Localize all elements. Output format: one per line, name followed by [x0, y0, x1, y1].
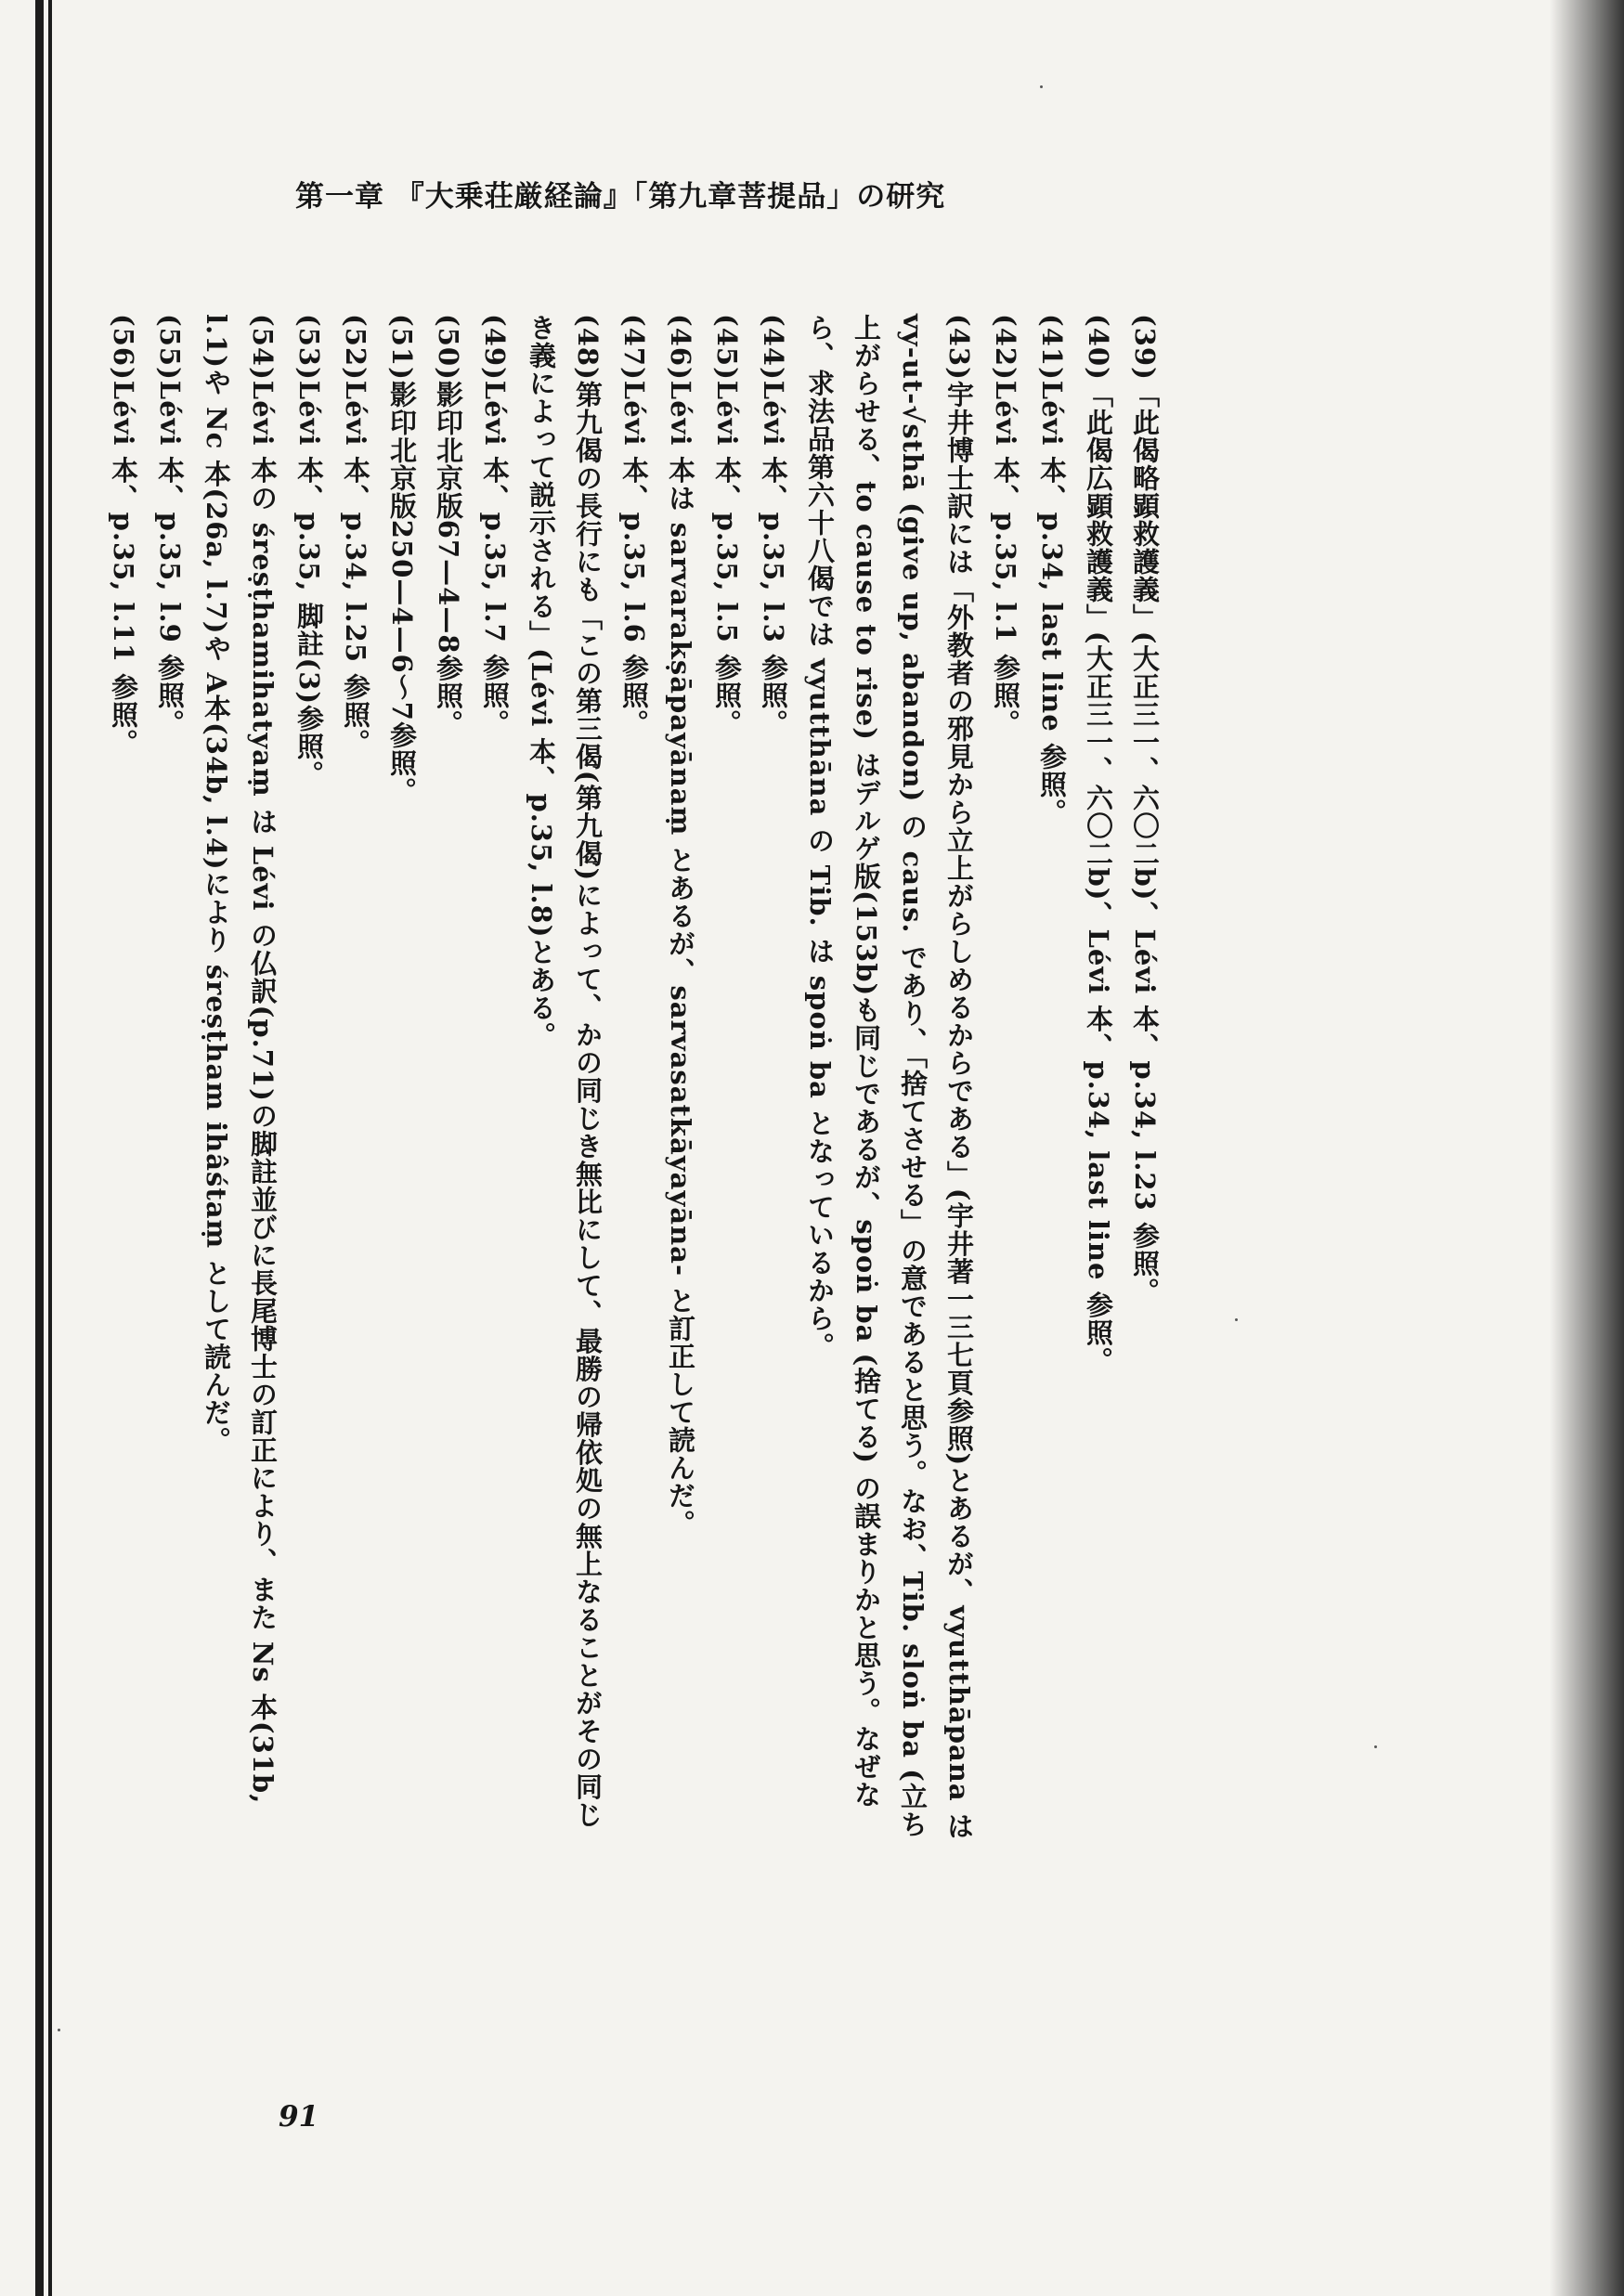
- running-header: 第一章 『大乗荘厳経論』「第九章菩提品」の研究: [295, 180, 946, 214]
- note-40: (40)「此偈広顕救護義」(大正三一、六〇二b)、Lévi 本、p.34, last line 参照。: [1083, 314, 1114, 1375]
- note-41: (41)Lévi 本、p.34, last line 参照。: [1036, 314, 1068, 826]
- note-51: (51)影印北京版250—4—6〜7参照。: [386, 314, 418, 805]
- scan-speck: [58, 2029, 60, 2031]
- page-number: 91: [279, 2100, 319, 2134]
- endnotes: [108, 314, 1168, 1841]
- note-52: (52)Lévi 本、p.34, l.25 参照。: [340, 314, 371, 758]
- scan-speck: [1235, 1318, 1238, 1321]
- note-45: (45)Lévi 本、p.35, l.5 参照。: [711, 314, 743, 737]
- note-54: (54)Lévi 本の śreṣṭhamihatyaṃ は Lévi の仏訳(p.71)の脚註並びに長尾博士の訂正により、また Ns 本(31b, l.1)や Nc 本(26a, l.7)や A本(34b, l.4)により śreṣṭham ihâśtaṃ として読んだ。: [201, 314, 279, 1805]
- note-50: (50)影印北京版67—4—8参照。: [433, 314, 464, 738]
- note-46: (46)Lévi 本は sarvarakṣāpayānaṃ とあるが、sarvasatkāyayāna- と訂正して読んだ。: [665, 314, 696, 1538]
- scan-speck: [1040, 85, 1043, 88]
- note-48: (48)第九偈の長行にも「この第三偈(第九偈)によって、かの同じき無比にして、最勝の帰依処の無上なることがその同じき義によって説示される」(Lévi 本、p.35, l.8)とある。: [526, 314, 604, 1829]
- note-39: (39)「此偈略顕救護義」(大正三一、六〇二b)、Lévi 本、p.34, l.23 参照。: [1129, 314, 1161, 1305]
- note-43: (43)宇井博士訳には「外教者の邪見から立上がらしめるからである」(宇井著一三七頁参照)とあるが、vyutthāpana は vy-ut-√sthā (give up, abandon) の caus. であり、「捨てさせる」の意であると思う。なお、Tib. sloṅ ba (立ち上がらせる、to cause to rise) はデルゲ版(153b)も同じであるが、spoṅ ba (捨てる) の誤まりかと思う。なぜなら、求法品第六十八偈では vyutthāna の Tib. は spoṅ ba となっているから。: [804, 314, 975, 1840]
- note-53: (53)Lévi 本、p.35, 脚註(3)参照。: [293, 314, 325, 789]
- scan-shadow-right: [1550, 0, 1624, 2296]
- note-44: (44)Lévi 本、p.35, l.3 参照。: [758, 314, 789, 737]
- note-42: (42)Lévi 本、p.35, l.1 参照。: [990, 314, 1021, 737]
- note-49: (49)Lévi 本、p.35, l.7 参照。: [479, 314, 511, 737]
- note-47: (47)Lévi 本、p.35, l.6 参照。: [618, 314, 650, 737]
- note-55: (55)Lévi 本、p.35, l.9 参照。: [154, 314, 186, 737]
- scan-speck: [1374, 1745, 1377, 1748]
- scan-border-left-1: [35, 0, 44, 2296]
- note-56: (56)Lévi 本、p.35, l.11 参照。: [108, 314, 139, 758]
- scan-border-left-2: [48, 0, 52, 2296]
